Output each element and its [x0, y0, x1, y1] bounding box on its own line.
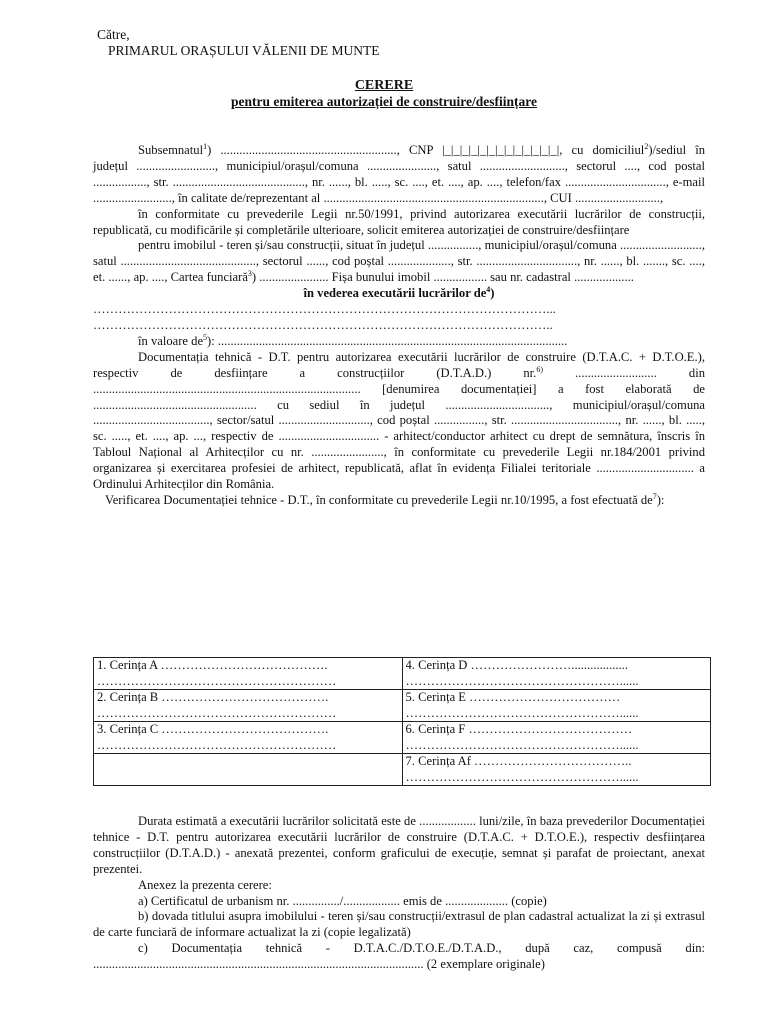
document-subtitle: pentru emiterea autorizației de construire/desființare — [231, 94, 537, 109]
works-dots-line-1: ………………………………………………………………………………………………... — [93, 302, 556, 317]
annex-section — [93, 814, 705, 973]
value-line: în valoare $de^5$): ............................................................................................................... — [138, 332, 568, 348]
verification-paragraph: Verificarea Documentației tehnice - D.T., în conformitate cu prevederile Legii nr.10/1995, a fost efectuată $de^7$): — [105, 491, 665, 507]
annex-intro: Anexez la prezenta cerere: — [138, 877, 272, 892]
table-row — [94, 658, 711, 690]
works-heading: în vederea executării lucrărilor $de^4$) — [303, 284, 495, 301]
annex-item-c: c) Documentația tehnică - D.T.A.C./D.T.O.E./D.T.A.D., după caz, compusă din: ......................................................................................................... (2 exemplare originale) — [93, 941, 705, 972]
requirement-cell-f: 6. Cerința F ………………………………… ……………………………………………...... — [402, 722, 711, 754]
applicant-paragraph: Subsemnatul$^1$) ........................................................, CNP |_|_|_|_|_|_|_|_|_|_|_|_|_|, cu domiciliul$^2$)/sediul în județul ........................., municipiul/orașul/comuna ......................, satul ..........................., sectorul ...., cod postal ................., str. .........................................., nr. ......, bl. ....., sc. ...., et. ...., ap. ...., telefon/fax ................................, e-mail ........................., în calitate de/reprezentant al ......................................................................, CUI ..........................., — [93, 141, 705, 205]
request-body — [93, 143, 705, 509]
requirements-table — [93, 657, 711, 786]
requirement-cell-b: 2. Cerința B …………………………………. ………………………………………………… — [94, 690, 403, 722]
requirement-cell-d: 4. Cerința D …………………….................. ……………………………………………...... — [402, 658, 711, 690]
requirement-cell-empty — [94, 754, 403, 786]
table-row — [94, 754, 711, 786]
addressee-line: Către, — [97, 27, 130, 42]
works-dots-line-2: ……………………………………………………………………………………………….. — [93, 317, 553, 332]
property-paragraph: pentru imobilul - teren și/sau construcții, situat în județul ................, municipiul/orașul/comuna .........................., satul ..........................................., sectorul ......, cod poștal ...................., str. ................................, nr. ......, bl. ......., sc. ...., et. ......, ap. ...., Cartea funciară$^3$) ...................... Fișa bunului imobil ................. sau nr. cadastral ................... — [93, 238, 705, 285]
requirement-cell-c: 3. Cerința C …………………………………. ………………………………………………… — [94, 722, 403, 754]
requirement-cell-a: 1. Cerința A …………………………………. ………………………………………………… — [94, 658, 403, 690]
duration-paragraph: Durata estimată a executării lucrărilor solicitată este de .................. luni/zile, în baza prevederilor Documentației tehnice - D.T. pentru autorizarea executării lucrărilor de construire (D.T.A.C. + D.T.O.E.), respectiv desființarea construcțiilor (D.T.A.D.) - anexată prezentei, conform graficului de execuție, semnat și parafat de proiectant, anexat prezentei. — [93, 814, 705, 876]
document-title: CERERE — [354, 78, 414, 93]
table-row — [94, 722, 711, 754]
requirement-cell-e: 5. Cerința E ……………………………… ……………………………………………...... — [402, 690, 711, 722]
documentation-paragraph: Documentația tehnică - D.T. pentru autorizarea executării lucrărilor de construire (D.T.A.C. + D.T.O.E.), respectiv de desființare a construcțiilor (D.T.A.D.) nr.$^{6)}$ .......................... din ..................................................................................... [denumirea documentației] a fost elaborată de .................................................... cu sediul în județul ................................., municipiul/orașul/comuna ....................................., sector/satul ............................., cod poștal ................, str. .................................., nr. ......, bl. ....., sc. ....., et. ...., ap. ..., respectiv de ................................ - arhitect/conductor arhitect cu drept de semnătura, înscris în Tabloul Național al Arhitecților cu nr. ......................., în conformitate cu prevederile Legii nr.184/2001 privind organizarea și exercitarea profesiei de arhitect, republicată, aflat în evidența Filialei teritoriale ............................... a Ordinului Arhitecților din România. — [93, 349, 705, 492]
table-row — [94, 690, 711, 722]
mayor-line: PRIMARUL ORAȘULUI VĂLENII DE MUNTE — [108, 43, 380, 58]
annex-item-b: b) dovada titlului asupra imobilului - teren și/sau construcții/extrasul de plan cadastral actualizat la zi și extrasul de carte funciară de informare actualizat la zi (copie legalizată) — [93, 909, 705, 940]
requirement-cell-af: 7. Cerința Af ……………………………….. ……………………………………………...... — [402, 754, 711, 786]
annex-item-a: a) Certificatul de urbanism nr. .............../.................. emis de .................... (copie) — [138, 893, 547, 908]
legal-basis-paragraph: în conformitate cu prevederile Legii nr.50/1991, privind autorizarea executării lucrărilor de construcții, republicată, cu modificările și completările ulterioare, solicit emiterea autorizației de construire/desființare — [93, 206, 705, 237]
